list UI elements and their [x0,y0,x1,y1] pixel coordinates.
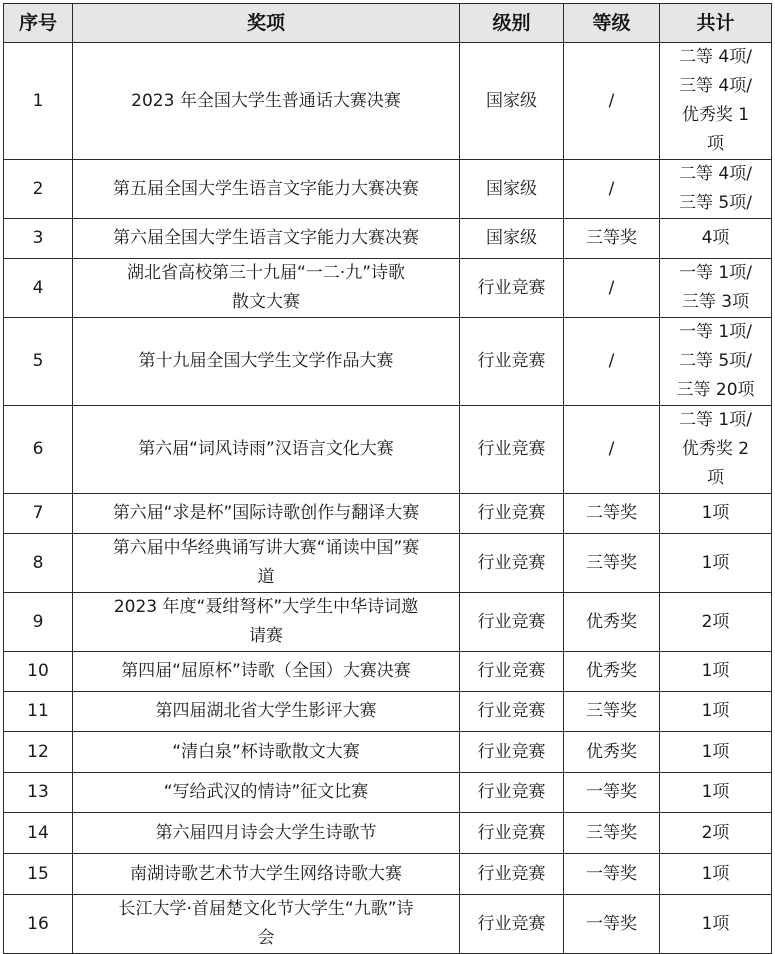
cell-grade: / [564,318,660,406]
cell-total-line: 1项 [701,503,730,523]
cell-total-line: 一等 1项/ [679,263,752,283]
header-no: 序号 [4,4,73,43]
cell-award: 第六届四月诗会大学生诗歌节 [73,813,460,854]
cell-total-line: 三等 20项 [676,380,755,400]
cell-award-line: 湖北省高校第三十九届“一二·九”诗歌 [126,263,406,283]
cell-award-line: 第六届中华经典诵写讲大赛“诵读中国”赛 [112,538,420,558]
cell-grade: 一等奖 [564,895,660,954]
table-row [4,43,772,160]
cell-no: 7 [4,494,73,534]
cell-grade: / [564,43,660,160]
cell-total-line: 三等 5项/ [679,193,752,213]
cell-total-line: 二等 1项/ [679,410,752,430]
cell-total-line: 1项 [701,782,730,802]
cell-no: 16 [4,895,73,954]
cell-grade: / [564,160,660,219]
cell-award-line: 道 [257,567,275,587]
cell-total-line: 三等 4项/ [679,76,752,96]
awards-table [3,3,772,954]
cell-grade: / [564,406,660,494]
cell-total [660,732,772,773]
cell-level: 国家级 [460,219,564,259]
cell-total [660,593,772,652]
cell-total [660,895,772,954]
cell-award: 第六届“词风诗雨”汉语言文化大赛 [73,406,460,494]
cell-level: 行业竞赛 [460,318,564,406]
cell-grade: 三等奖 [564,692,660,732]
cell-grade: 一等奖 [564,773,660,813]
table-row [4,160,772,219]
cell-no: 10 [4,652,73,692]
cell-level: 行业竞赛 [460,692,564,732]
table-row [4,652,772,692]
cell-level: 行业竞赛 [460,854,564,895]
cell-award-line: 会 [257,928,275,948]
cell-grade: 优秀奖 [564,593,660,652]
header-grade: 等级 [564,4,660,43]
cell-award-line: 请赛 [249,626,283,646]
cell-total [660,318,772,406]
cell-no: 4 [4,259,73,318]
cell-total-line: 优秀奖 1 [681,105,750,125]
cell-total-line: 项 [707,134,724,154]
cell-level: 行业竞赛 [460,773,564,813]
cell-total [660,534,772,593]
cell-award-line: 散文大赛 [232,292,300,312]
cell-total-line: 1项 [701,741,730,762]
cell-grade: 一等奖 [564,854,660,895]
table-row [4,406,772,494]
cell-level: 行业竞赛 [460,593,564,652]
cell-total-line: 一等 1项/ [679,322,752,342]
cell-grade: / [564,259,660,318]
cell-level: 行业竞赛 [460,406,564,494]
cell-award [73,534,460,593]
cell-total [660,406,772,494]
cell-total-line: 1项 [701,863,730,884]
cell-no: 9 [4,593,73,652]
cell-no: 8 [4,534,73,593]
table-row [4,854,772,895]
cell-level: 行业竞赛 [460,259,564,318]
table-row [4,494,772,534]
table-row [4,732,772,773]
cell-grade: 二等奖 [564,494,660,534]
cell-total [660,773,772,813]
cell-total [660,854,772,895]
header-total: 共计 [660,4,772,43]
header-level: 级别 [460,4,564,43]
cell-total [660,160,772,219]
cell-no: 3 [4,219,73,259]
cell-total-line: 1项 [701,661,730,681]
cell-total-line: 优秀奖 2 [681,439,750,459]
cell-award: 第五届全国大学生语言文字能力大赛决赛 [73,160,460,219]
table-row [4,813,772,854]
cell-level: 国家级 [460,43,564,160]
cell-grade: 优秀奖 [564,652,660,692]
cell-award-line: 2023 年度“聂绀弩杯”大学生中华诗词邀 [113,597,419,617]
table-row [4,318,772,406]
cell-total-line: 二等 4项/ [679,164,752,184]
cell-award: 第六届全国大学生语言文字能力大赛决赛 [73,219,460,259]
cell-total-line: 1项 [701,552,730,573]
cell-total [660,652,772,692]
cell-grade: 三等奖 [564,534,660,593]
table-row [4,593,772,652]
cell-total [660,259,772,318]
cell-no: 13 [4,773,73,813]
cell-level: 行业竞赛 [460,534,564,593]
cell-total [660,494,772,534]
cell-no: 11 [4,692,73,732]
cell-total-line: 二等 4项/ [679,47,752,67]
cell-award: 第十九届全国大学生文学作品大赛 [73,318,460,406]
cell-total-line: 三等 3项 [681,292,750,312]
cell-total-line: 2项 [701,822,730,843]
table-row [4,259,772,318]
cell-no: 12 [4,732,73,773]
cell-no: 5 [4,318,73,406]
cell-award-line: 长江大学·首届楚文化节大学生“九歌”诗 [118,899,414,919]
cell-total [660,43,772,160]
cell-grade: 三等奖 [564,219,660,259]
table-row [4,534,772,593]
cell-level: 行业竞赛 [460,652,564,692]
cell-award: 第四届湖北省大学生影评大赛 [73,692,460,732]
cell-award [73,259,460,318]
cell-no: 2 [4,160,73,219]
header-row [4,4,772,43]
cell-grade: 三等奖 [564,813,660,854]
cell-level: 行业竞赛 [460,494,564,534]
table-row [4,773,772,813]
cell-award [73,895,460,954]
table-row [4,219,772,259]
cell-total-line: 1项 [701,701,730,721]
cell-level: 行业竞赛 [460,732,564,773]
cell-award: 2023 年全国大学生普通话大赛决赛 [73,43,460,160]
cell-award: 第四届“屈原杯”诗歌（全国）大赛决赛 [73,652,460,692]
cell-award [73,593,460,652]
cell-total-line: 4项 [701,228,730,248]
cell-level: 国家级 [460,160,564,219]
cell-award: “清白泉”杯诗歌散文大赛 [73,732,460,773]
cell-no: 1 [4,43,73,160]
cell-level: 行业竞赛 [460,813,564,854]
cell-level: 行业竞赛 [460,895,564,954]
table-row [4,692,772,732]
table-body [4,43,772,954]
cell-total [660,813,772,854]
cell-award: “写给武汉的情诗”征文比赛 [73,773,460,813]
cell-award: 南湖诗歌艺术节大学生网络诗歌大赛 [73,854,460,895]
cell-no: 6 [4,406,73,494]
cell-total-line: 1项 [701,913,730,934]
cell-award: 第六届“求是杯”国际诗歌创作与翻译大赛 [73,494,460,534]
cell-total-line: 二等 5项/ [679,351,752,371]
cell-total-line: 项 [707,468,724,488]
cell-no: 14 [4,813,73,854]
header-award: 奖项 [73,4,460,43]
cell-total [660,692,772,732]
cell-total-line: 2项 [701,611,730,632]
table-row [4,895,772,954]
cell-total [660,219,772,259]
cell-no: 15 [4,854,73,895]
cell-grade: 优秀奖 [564,732,660,773]
